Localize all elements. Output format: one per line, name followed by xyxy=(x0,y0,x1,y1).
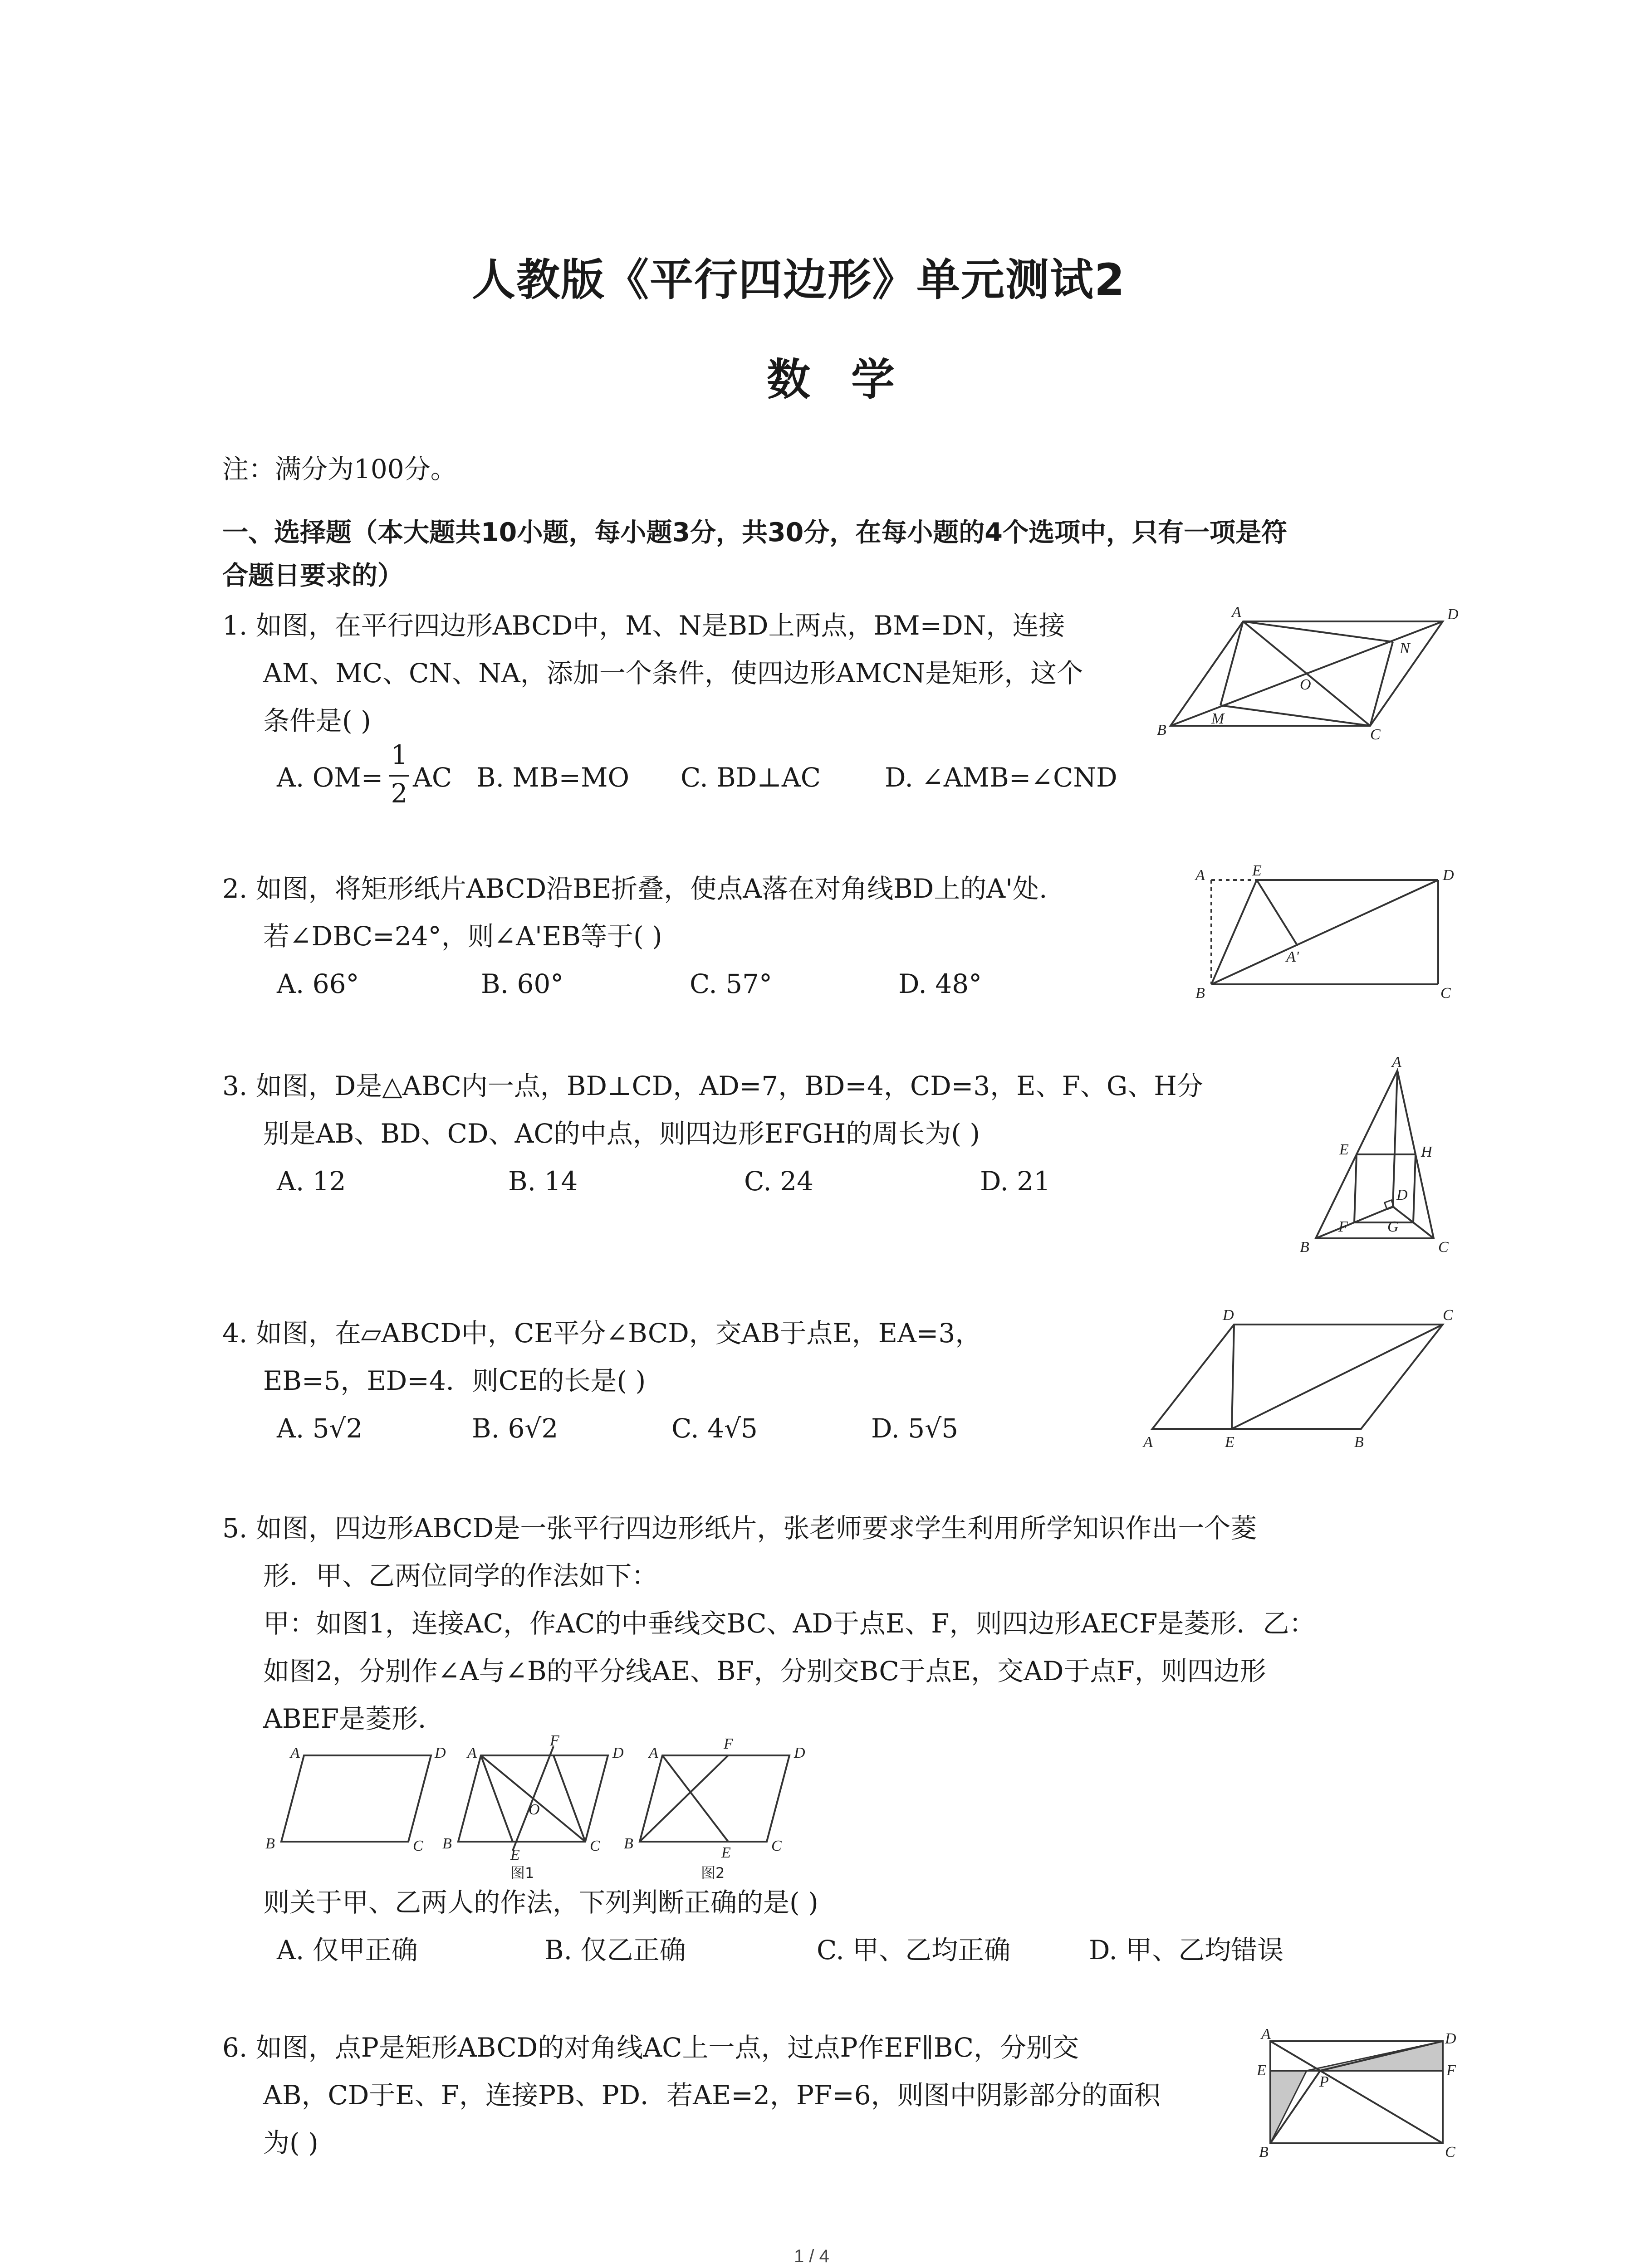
q2-label-c: C xyxy=(1440,985,1451,1002)
q5-fig2-caption: 图2 xyxy=(701,1864,725,1882)
q5-fig1-label-e: E xyxy=(510,1847,520,1863)
q1-line3: 条件是( ) xyxy=(263,705,371,736)
q2-label-a-prime: A' xyxy=(1286,948,1299,965)
q6-label-d: D xyxy=(1445,2030,1456,2047)
q6-label-e: E xyxy=(1257,2062,1266,2079)
q1-label-d: D xyxy=(1447,606,1459,623)
q5-fig2-label-f: F xyxy=(724,1735,733,1752)
q1-option-a-prefix: A. OM= xyxy=(277,762,383,793)
q3-line2: 别是AB、BD、CD、AC的中点，则四边形EFGH的周长为( ) xyxy=(263,1118,980,1149)
q1-label-b: B xyxy=(1157,722,1166,738)
q5-question: 则关于甲、乙两人的作法，下列判断正确的是( ) xyxy=(263,1887,818,1918)
q5-option-c: C. 甲、乙均正确 xyxy=(817,1935,1011,1965)
q5-line1: 5. 如图，四边形ABCD是一张平行四边形纸片，张老师要求学生利用所学知识作出一个菱 xyxy=(222,1513,1257,1544)
q5-fig2-label-d: D xyxy=(794,1745,805,1761)
q5-label-d: D xyxy=(435,1745,446,1761)
q2-line2: 若∠DBC=24°，则∠A'EB等于( ) xyxy=(263,921,662,952)
q1-label-c: C xyxy=(1370,726,1381,743)
q5-fig1-label-f: F xyxy=(550,1732,559,1749)
q4-option-c: C. 4√5 xyxy=(671,1413,758,1444)
section-heading-line2: 合题日要求的） xyxy=(222,561,403,591)
q4-parallelogram xyxy=(1152,1325,1443,1429)
q6-line1: 6. 如图，点P是矩形ABCD的对角线AC上一点，过点P作EF∥BC，分别交 xyxy=(222,2032,1079,2063)
q4-label-a: A xyxy=(1143,1434,1153,1451)
q5-fig1-label-c: C xyxy=(590,1838,600,1854)
q1-option-a-suffix: AC xyxy=(413,762,452,793)
q5-option-d: D. 甲、乙均错误 xyxy=(1089,1935,1284,1965)
score-note: 注：满分为100分。 xyxy=(222,454,457,484)
q3-option-c: C. 24 xyxy=(744,1166,813,1197)
q1-line2: AM、MC、CN、NA，添加一个条件，使四边形AMCN是矩形，这个 xyxy=(263,658,1083,689)
q1-option-c: C. BD⊥AC xyxy=(681,762,821,793)
q6-label-c: C xyxy=(1445,2144,1455,2160)
q2-option-c: C. 57° xyxy=(690,968,772,999)
q3-label-e: E xyxy=(1339,1141,1349,1158)
q6-line3: 为( ) xyxy=(263,2127,318,2158)
q5-fig2-label-c: C xyxy=(771,1838,782,1854)
q3-option-b: B. 14 xyxy=(508,1166,578,1197)
q5-parallelogram xyxy=(281,1755,431,1842)
q6-shaded-left xyxy=(1270,2071,1307,2143)
q6-figure xyxy=(1252,2023,1470,2168)
q4-line1: 4. 如图，在▱ABCD中，CE平分∠BCD，交AB于点E，EA=3， xyxy=(222,1318,982,1349)
q5-line5: ABEF是菱形． xyxy=(263,1703,445,1734)
q4-figure xyxy=(1134,1306,1470,1456)
subject-title: 数学 xyxy=(767,354,936,405)
q4-label-e: E xyxy=(1225,1434,1234,1451)
q3-label-a: A xyxy=(1392,1054,1401,1070)
q5-fig2-label-a: A xyxy=(649,1745,658,1761)
q5-figures xyxy=(254,1732,844,1887)
q3-option-a: A. 12 xyxy=(277,1166,346,1197)
q2-option-a: A. 66° xyxy=(277,968,359,999)
q5-fig1-label-b: B xyxy=(442,1835,452,1852)
q1-figure xyxy=(1152,603,1470,743)
q5-fig1-label-a: A xyxy=(467,1745,477,1761)
page-number: 1 / 4 xyxy=(794,2246,829,2266)
q3-option-d: D. 21 xyxy=(980,1166,1051,1197)
q3-label-c: C xyxy=(1438,1239,1449,1256)
q6-label-f: F xyxy=(1446,2062,1456,2079)
section-heading-line1: 一、选择题（本大题共10小题，每小题3分，共30分，在每小题的4个选项中，只有一项是符 xyxy=(222,518,1287,547)
q2-option-d: D. 48° xyxy=(898,968,982,999)
q1-label-m: M xyxy=(1211,710,1225,727)
q1-line1: 1. 如图，在平行四边形ABCD中，M、N是BD上两点，BM=DN，连接 xyxy=(222,610,1065,641)
q5-option-b: B. 仅乙正确 xyxy=(544,1935,686,1965)
q1-label-a: A xyxy=(1232,604,1241,621)
q3-line1: 3. 如图，D是△ABC内一点，BD⊥CD，AD=7，BD=4，CD=3，E、F、G、H分 xyxy=(222,1070,1203,1101)
q5-line4: 如图2，分别作∠A与∠B的平分线AE、BF，分别交BC于点E，交AD于点F，则四边形 xyxy=(263,1656,1266,1686)
q2-label-d: D xyxy=(1443,867,1454,884)
q3-figure xyxy=(1288,1054,1470,1266)
q5-label-b: B xyxy=(265,1835,275,1852)
q2-line1: 2. 如图，将矩形纸片ABCD沿BE折叠，使点A落在对角线BD上的A'处. xyxy=(222,873,1048,904)
q1-option-b: B. MB=MO xyxy=(476,762,630,793)
q5-fig2-label-e: E xyxy=(721,1844,731,1861)
q3-label-f: F xyxy=(1338,1218,1348,1235)
q2-label-e: E xyxy=(1252,862,1262,879)
q3-label-d: D xyxy=(1396,1187,1408,1203)
q6-label-p: P xyxy=(1319,2073,1329,2090)
q5-fig2-label-b: B xyxy=(624,1835,633,1852)
q3-label-g: G xyxy=(1387,1218,1399,1235)
page-title: 人教版《平行四边形》单元测试2 xyxy=(472,254,1126,305)
q2-label-a: A xyxy=(1195,867,1205,884)
q4-option-d: D. 5√5 xyxy=(871,1413,959,1444)
q2-label-b: B xyxy=(1195,985,1205,1002)
q4-label-d: D xyxy=(1223,1307,1234,1324)
q2-figure xyxy=(1189,862,1470,1007)
q5-line3: 甲：如图1，连接AC，作AC的中垂线交BC、AD于点E、F，则四边形AECF是菱形．乙： xyxy=(263,1608,1316,1639)
q4-option-a: A. 5√2 xyxy=(277,1413,363,1444)
q3-label-h: H xyxy=(1421,1144,1432,1160)
q2-option-b: B. 60° xyxy=(481,968,564,999)
q4-label-b: B xyxy=(1354,1434,1364,1451)
q1-option-a-numerator: 1 xyxy=(391,739,408,770)
q4-option-b: B. 6√2 xyxy=(472,1413,558,1444)
q3-label-b: B xyxy=(1300,1239,1309,1256)
q6-label-a: A xyxy=(1261,2026,1271,2043)
q5-option-a: A. 仅甲正确 xyxy=(277,1935,418,1965)
q4-label-c: C xyxy=(1443,1307,1453,1324)
q5-label-c: C xyxy=(413,1838,423,1854)
q6-line2: AB，CD于E、F，连接PB、PD．若AE=2，PF=6，则图中阴影部分的面积 xyxy=(263,2080,1161,2111)
q1-option-a-denominator: 2 xyxy=(391,778,408,809)
q5-fig1-label-d: D xyxy=(612,1745,624,1761)
q5-line2: 形．甲、乙两位同学的作法如下： xyxy=(263,1560,658,1591)
q6-label-b: B xyxy=(1259,2144,1269,2160)
q1-option-d: D. ∠AMB=∠CND xyxy=(885,762,1117,793)
q1-fraction-bar xyxy=(389,775,409,777)
q4-line2: EB=5，ED=4．则CE的长是( ) xyxy=(263,1365,646,1396)
q5-fig1-label-o: O xyxy=(529,1801,540,1818)
q5-label-a: A xyxy=(290,1745,300,1761)
q1-label-o: O xyxy=(1300,676,1311,693)
q1-label-n: N xyxy=(1400,640,1410,657)
q5-fig1-caption: 图1 xyxy=(510,1864,534,1882)
